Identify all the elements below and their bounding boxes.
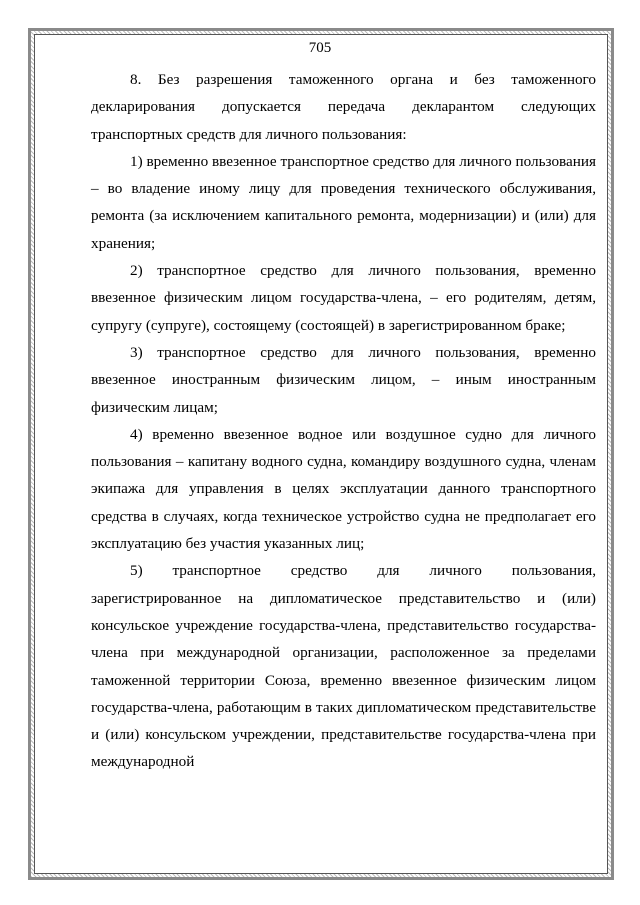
paragraph-item-1: 1) временно ввезенное транспортное средство для личного пользования – во владение иному лицу для проведения технического обслуживания, ремонта (за исключением капитального ремонта, модернизации) и (или) для хранения; bbox=[91, 152, 596, 252]
paragraph-item-4: 4) временно ввезенное водное или воздушное судно для личного пользования – капитану водного судна, командиру воздушного судна, членам экипажа для управления в целях эксплуатации данного транспортного средства в случаях, когда техническое устройство судна не предполагает его эксплуатацию без участия указанных лиц; bbox=[91, 425, 596, 553]
paragraph-clause-8: 8. Без разрешения таможенного органа и без таможенного декларирования допускается передача декларантом следующих транспортных средств для личного пользования: bbox=[91, 71, 596, 143]
document-body bbox=[91, 66, 596, 776]
paragraph-item-3: 3) транспортное средство для личного пользования, временно ввезенное иностранным физическим лицом, – иным иностранным физическим лицам; bbox=[91, 343, 596, 416]
paragraph-item-5: 5) транспортное средство для личного пользования, зарегистрированное на дипломатическое представительство и (или) консульское учреждение государства-члена, представительство государства-члена при международной организации, расположенное за пределами таможенной территории Союза, временно ввезенное физическим лицом государства-члена, работающим в таких дипломатическом представительстве и (или) консульском учреждении, представительстве государства-члена при международной bbox=[91, 562, 596, 771]
paragraph-item-2: 2) транспортное средство для личного пользования, временно ввезенное физическим лицом государства-члена, – его родителям, детям, супругу (супруге), состоящему (состоящей) в зарегистрированном браке; bbox=[91, 262, 596, 334]
page-number: 705 bbox=[308, 40, 332, 56]
